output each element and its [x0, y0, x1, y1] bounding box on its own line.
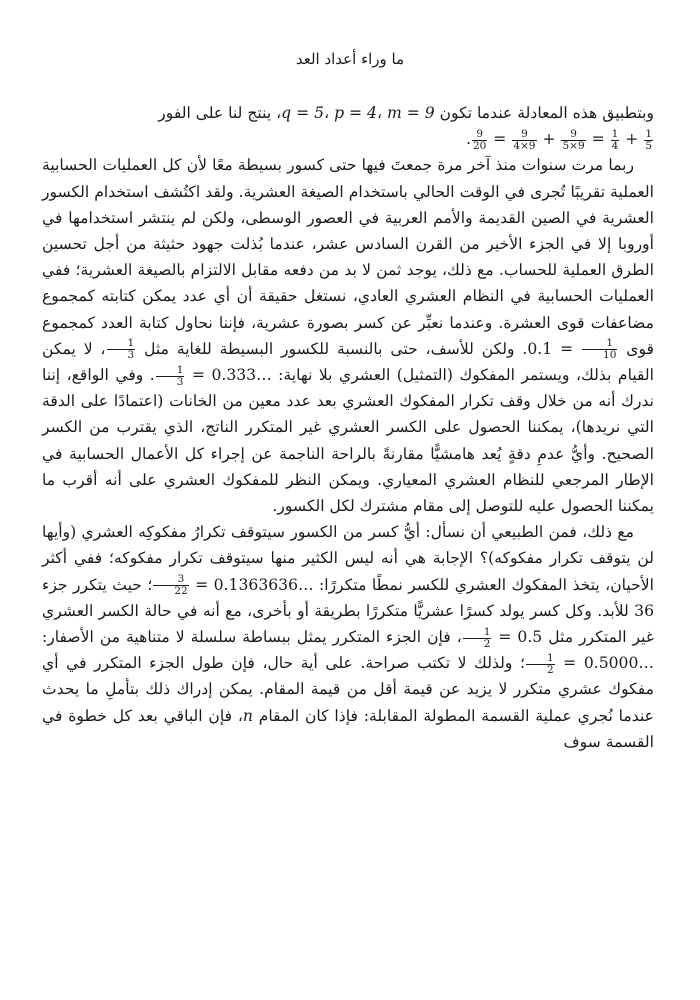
p1-text-a: وبتطبيق هذه المعادلة عندما تكون — [439, 104, 654, 122]
p2-third-decimal: $\frac{1}{3}$ = 0.333… — [155, 366, 272, 384]
paragraph-2 — [42, 152, 654, 519]
p2-text-c: ، لا يمكن القيام بذلك، ويستمر المفكوك (التمثيل) العشري بلا نهاية: — [42, 339, 654, 385]
p2-text-b: . ولكن للأسف، حتى بالنسبة للكسور البسيطة للغاية مثل — [144, 339, 528, 358]
p2-third: $\frac{1}{3}$ — [106, 340, 137, 358]
p2-text-d: . وفي الواقع، إننا ندرك أنه من خلال وقف تكرار المفكوك العشري بعد عدد معين من الخانات (اعتمادًا على الدقة التي نريدها)، يمكننا الحصول على الكسر العشري غير المتكرر الناتج، الذي يقترب من الكسر الصحيح. وأيُّ عدمِ دقةٍ يُعد هامشيًّا مقارنةً بالراحة الناجمة عن إجراء كل الأعمال الحسابية في الإطار المرجعي للنظام العشري المعياري. ويمكن النظر للمفكوك العشري على أنه أقرب ما يمكننا الحصول عليه للتوصل إلى مقام مشترك لكل الكسور. — [42, 366, 654, 516]
p2-text-a: ربما مرت سنوات منذ آخر مرة جمعتَ فيها حتى كسور بسيطة معًا لأن كل العمليات الحسابية العملية تقريبًا تُجرى في الوقت الحالي باستخدام الصيغة العشرية. ولقد اكتُشف استخدام الكسور العشرية في الصين القديمة والأمم العربية في العصور الوسطى، ولكن لم ينتشر استخدامها في أوروبا إلا في الجزء الأخير من القرن السادس عشر، عندما بُذلت جهود حثيثة من أجل تحسين الطرق العملية للحساب. مع ذلك، يوجد ثمن لا بد من دفعه مقابل الالتزام بالصيغة العشرية؛ ففي العمليات الحسابية في النظام العشري العادي، نستغل حقيقة أن أي عدد يمكن كتابته كمجموع مضاعفات قوى العشرة. وعندما نعبِّر عن كسر بصورة عشرية، فإننا نحاول كتابة العدد كمجموع قوى — [42, 156, 654, 358]
p3-text-e: ؛ ولذلك لا تكتب صراحة. على أية حال، فإن طول الجزء المتكرر في أي مفكوك عشري متكرر لا يزيد عن قيمة أقل من قيمة المقام. يمكن إدراك ذلك بتأملِ ما يحدث عندما نُجري عملية القسمة المطولة المقابلة: فإذا كان المقام — [42, 654, 654, 725]
p3-denominator-n: n — [242, 706, 253, 725]
p1-equation: $\frac{9}{20}$ = $\frac{9}{4\times 9}$ + $\frac{9}{5\times 9}$ = $\frac{1}{4}$ + $\frac{1}{5}$ — [472, 127, 652, 152]
p1-text-b: ، ينتج لنا على الفور — [158, 104, 282, 122]
p1-vars: q = 5، p = 4، m = 9 — [281, 104, 435, 122]
p3-text-a: مع ذلك، فمن الطبيعي أن نسأل: أيُّ كسر من الكسور سيتوقف تكرارُ مفكوكِه العشري (وأيها لن يتوقف تكرار مفكوكه)؟ الإجابة هي أنه ليس الكثير منها سيتوقف تكرار مفكوكه؛ ففي أكثر الأحيان، يتخذ المفكوك العشري للكسر نمطًا متكررًا: — [42, 523, 654, 594]
p3-half-long: $\frac{1}{2}$ = 0.5000… — [525, 654, 654, 672]
p3-text-b: ؛ حيث يتكرر جزء — [42, 575, 153, 594]
p3-half: $\frac{1}{2}$ = 0.5 — [462, 628, 542, 646]
p2-tenth: 0.1 = $\frac{1}{10}$ — [527, 337, 617, 362]
p3-text-c: للأبد. وكل كسر يولد كسرًا عشريًّا متكررًا بطريقة أو بأخرى، مع أنه في حالة الكسر العشري غير المتكرر مثل — [42, 601, 655, 647]
p3-text-d: ، فإن الجزء المتكرر يمثل ببساطة سلسلة لا متناهية من الأصفار: — [42, 628, 462, 647]
p3-repeat-block: 36 — [634, 601, 654, 620]
paragraph-1: وبتطبيق هذه المعادلة عندما تكون q = 5، p = 4، m = 9، ينتج لنا على الفور $\frac{9}{20}$ = $\frac{9}{4\times 9}$ + $\frac{9}{5\times 9}$ = $\frac{1}{4}$ + $\frac{1}{5}$ . — [158, 104, 654, 152]
p3-text-f: ، فإن الباقي بعد كل خطوة في القسمة سوف — [42, 706, 654, 751]
body-text — [42, 100, 654, 755]
running-head: ما وراء أعداد العد — [295, 50, 405, 68]
paragraph-3 — [42, 519, 654, 755]
p3-repeating-example: $\frac{3}{22}$ = 0.1363636… — [152, 576, 313, 594]
